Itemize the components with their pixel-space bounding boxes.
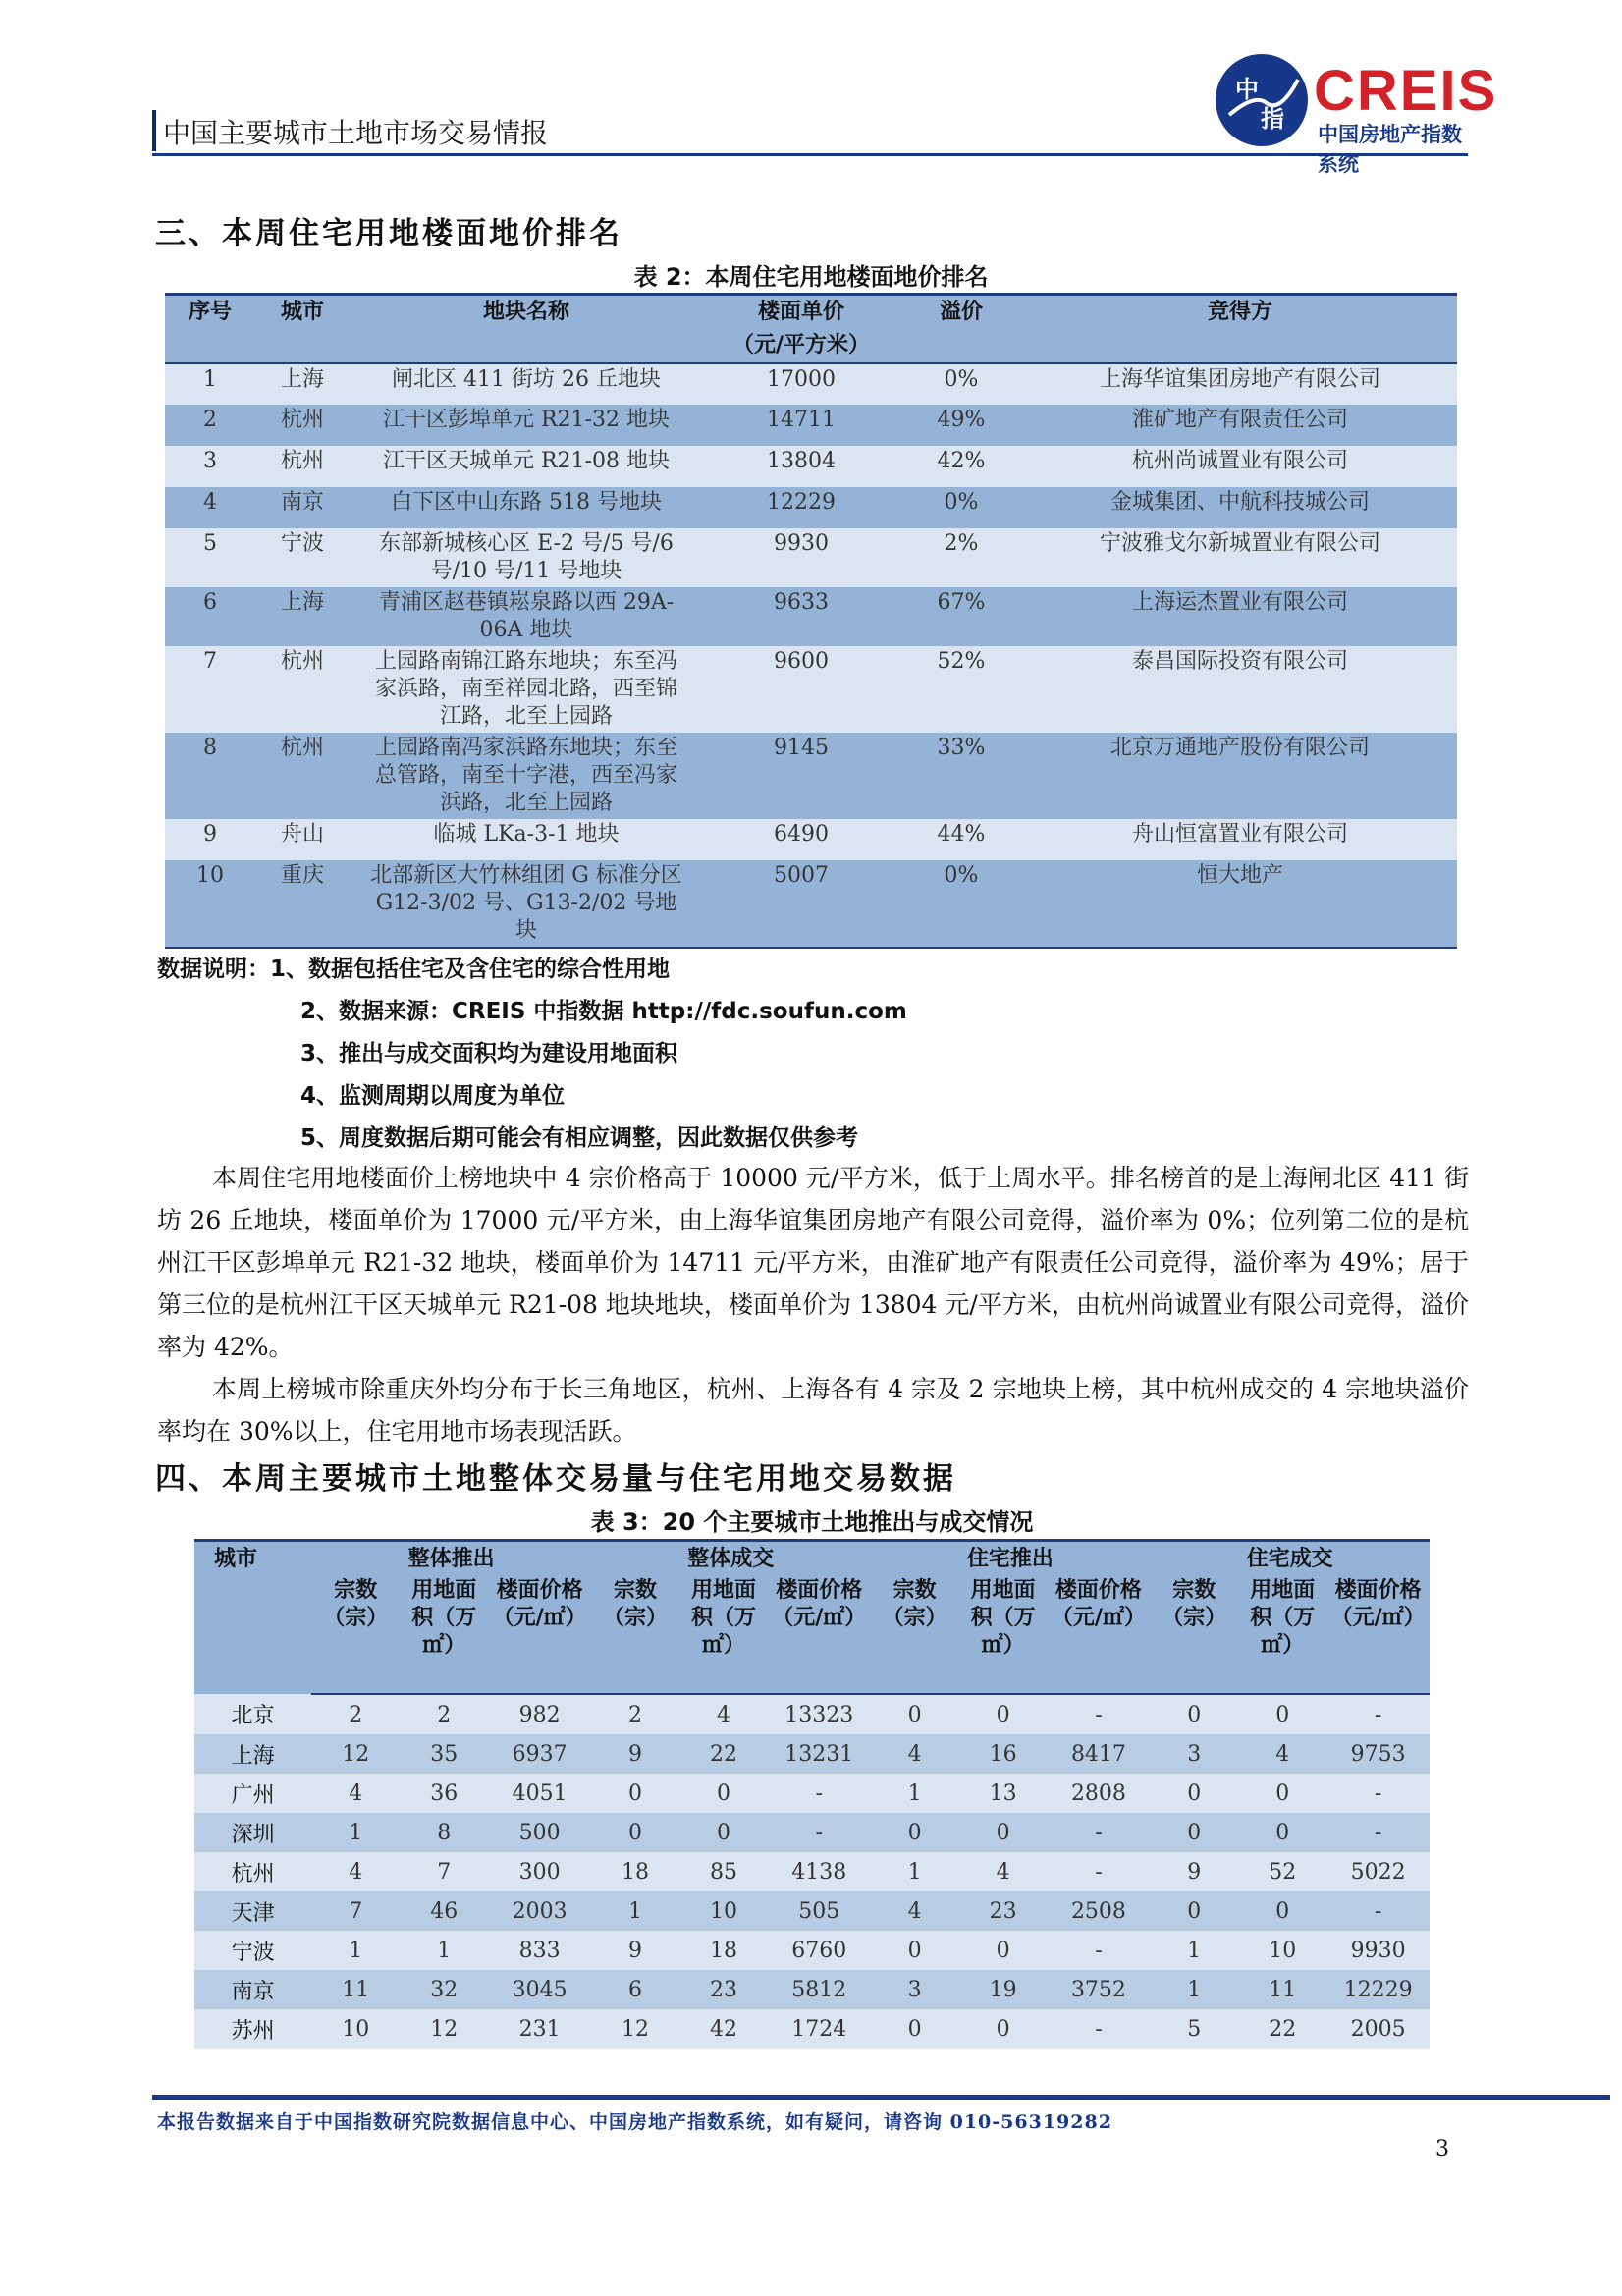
cell-value: - bbox=[768, 1774, 871, 1813]
cell-value: - bbox=[1326, 1891, 1430, 1931]
cell-price: 13804 bbox=[703, 446, 899, 487]
cell-no: 6 bbox=[165, 587, 255, 646]
analysis-paragraph-1: 本周住宅用地楼面价上榜地块中 4 宗价格高于 10000 元/平方米，低于上周水平。排名榜首的是上海闸北区 411 街坊 26 丘地块，楼面单价为 17000 元/平方米，由上海华谊集团房地产有限公司竞得，溢价率为 0%；位列第二位的是杭州江干区彭埠单元 R21-32 地块，楼面单价为 14711 元/平方米，由淮矿地产有限责任公司竞得，溢价率为 49%；居于第三位的是杭州江干区天城单元 R21-08 地块地块，楼面单价为 13804 元/平方米，由杭州尚诚置业有限公司竞得，溢价率为 42%。 bbox=[157, 1164, 1469, 1361]
cell-name: 北部新区大竹林组团 G 标准分区 G12-3/02 号、G13-2/02 号地块 bbox=[350, 860, 703, 948]
cell-no: 3 bbox=[165, 446, 255, 487]
table-row bbox=[165, 363, 1457, 405]
cell-value: 6937 bbox=[488, 1734, 591, 1774]
cell-value: - bbox=[1326, 1774, 1430, 1813]
note-line: 4、监测周期以周度为单位 bbox=[300, 1083, 566, 1109]
cell-value: 4 bbox=[1238, 1734, 1326, 1774]
cell-value: 2808 bbox=[1048, 1774, 1151, 1813]
cell-value: 0 bbox=[959, 1694, 1048, 1734]
cell-city: 宁波 bbox=[194, 1931, 311, 1970]
cell-value: 6 bbox=[591, 1970, 679, 2009]
section-4-title: 四、本周主要城市土地整体交易量与住宅用地交易数据 bbox=[155, 1461, 956, 1497]
table-row bbox=[165, 646, 1457, 733]
table-row bbox=[165, 528, 1457, 587]
cell-no: 8 bbox=[165, 733, 255, 819]
cell-value: 22 bbox=[1238, 2009, 1326, 2049]
group-header-residential-supply: 住宅推出 bbox=[871, 1541, 1151, 1578]
cell-value: 0 bbox=[1150, 1813, 1238, 1852]
cell-no: 9 bbox=[165, 819, 255, 860]
group-header-residential-deal: 住宅成交 bbox=[1150, 1541, 1430, 1578]
col-header-no: 序号 bbox=[165, 295, 255, 364]
cell-value: 2 bbox=[311, 1694, 400, 1734]
cell-value: 42 bbox=[679, 2009, 768, 2049]
table-row bbox=[194, 1813, 1430, 1852]
cell-value: - bbox=[768, 1813, 871, 1852]
cell-value: 52 bbox=[1238, 1852, 1326, 1891]
cell-city: 苏州 bbox=[194, 2009, 311, 2049]
cell-value: 2 bbox=[400, 1694, 488, 1734]
cell-value: 4 bbox=[679, 1694, 768, 1734]
table-row bbox=[194, 1774, 1430, 1813]
city-land-supply-table bbox=[194, 1539, 1430, 2049]
document-title: 中国主要城市土地市场交易情报 bbox=[163, 117, 549, 149]
cell-value: 0 bbox=[871, 2009, 959, 2049]
cell-value: 2003 bbox=[488, 1891, 591, 1931]
col-header-premium: 溢价 bbox=[899, 295, 1023, 364]
cell-premium: 42% bbox=[899, 446, 1023, 487]
note-line: 3、推出与成交面积均为建设用地面积 bbox=[300, 1041, 678, 1066]
cell-premium: 0% bbox=[899, 860, 1023, 948]
col-subheader: 楼面价格（元/㎡） bbox=[1326, 1577, 1430, 1694]
table-subheader-row bbox=[194, 1577, 1430, 1694]
cell-winner: 上海华谊集团房地产有限公司 bbox=[1023, 363, 1457, 405]
cell-value: 23 bbox=[959, 1891, 1048, 1931]
cell-name: 江干区彭埠单元 R21-32 地块 bbox=[350, 405, 703, 446]
cell-premium: 33% bbox=[899, 733, 1023, 819]
table-row bbox=[165, 587, 1457, 646]
cell-value: 4 bbox=[871, 1734, 959, 1774]
cell-value: 500 bbox=[488, 1813, 591, 1852]
cell-name: 临城 LKa-3-1 地块 bbox=[350, 819, 703, 860]
col-header-city: 城市 bbox=[194, 1541, 311, 1695]
cell-value: 0 bbox=[959, 2009, 1048, 2049]
cell-value: 231 bbox=[488, 2009, 591, 2049]
cell-value: 300 bbox=[488, 1852, 591, 1891]
cell-premium: 52% bbox=[899, 646, 1023, 733]
col-subheader: 宗数（宗） bbox=[591, 1577, 679, 1694]
cell-value: 4 bbox=[871, 1891, 959, 1931]
table-row bbox=[194, 1734, 1430, 1774]
cell-price: 6490 bbox=[703, 819, 899, 860]
cell-value: 8 bbox=[400, 1813, 488, 1852]
cell-value: 3045 bbox=[488, 1970, 591, 2009]
cell-value: 1 bbox=[1150, 1931, 1238, 1970]
col-header-winner: 竞得方 bbox=[1023, 295, 1457, 364]
cell-value: 2508 bbox=[1048, 1891, 1151, 1931]
cell-value: 12 bbox=[311, 1734, 400, 1774]
group-header-total-supply: 整体推出 bbox=[311, 1541, 591, 1578]
land-price-ranking-table bbox=[165, 293, 1457, 949]
price-header-unit: （元/平方米） bbox=[731, 333, 871, 357]
cell-value: 0 bbox=[591, 1813, 679, 1852]
cell-value: - bbox=[1326, 1694, 1430, 1734]
table-row bbox=[165, 487, 1457, 528]
cell-value: 1 bbox=[400, 1931, 488, 1970]
cell-premium: 49% bbox=[899, 405, 1023, 446]
logo-subtitle: 中国房地产指数系统 bbox=[1318, 123, 1462, 176]
cell-no: 2 bbox=[165, 405, 255, 446]
cell-price: 9930 bbox=[703, 528, 899, 587]
cell-value: 10 bbox=[1238, 1931, 1326, 1970]
cell-value: 35 bbox=[400, 1734, 488, 1774]
cell-value: 1724 bbox=[768, 2009, 871, 2049]
cell-value: - bbox=[1048, 2009, 1151, 2049]
data-notes bbox=[157, 949, 907, 1160]
cell-value: - bbox=[1048, 1852, 1151, 1891]
logo-swoosh-icon bbox=[1216, 54, 1308, 146]
cell-value: 1 bbox=[311, 1813, 400, 1852]
cell-value: 3 bbox=[1150, 1734, 1238, 1774]
cell-winner: 金城集团、中航科技城公司 bbox=[1023, 487, 1457, 528]
cell-city: 上海 bbox=[255, 587, 350, 646]
cell-value: 46 bbox=[400, 1891, 488, 1931]
cell-value: 10 bbox=[679, 1891, 768, 1931]
header-accent-bar bbox=[152, 110, 156, 151]
cell-no: 10 bbox=[165, 860, 255, 948]
col-subheader: 用地面积（万㎡） bbox=[400, 1577, 488, 1694]
note-line: 2、数据来源：CREIS 中指数据 http://fdc.soufun.com bbox=[300, 999, 907, 1024]
cell-value: 3 bbox=[871, 1970, 959, 2009]
cell-city: 上海 bbox=[194, 1734, 311, 1774]
cell-price: 12229 bbox=[703, 487, 899, 528]
cell-price: 9633 bbox=[703, 587, 899, 646]
cell-value: 833 bbox=[488, 1931, 591, 1970]
note-line: 5、周度数据后期可能会有相应调整，因此数据仅供参考 bbox=[300, 1125, 859, 1151]
cell-value: 4 bbox=[959, 1852, 1048, 1891]
cell-winner: 杭州尚诚置业有限公司 bbox=[1023, 446, 1457, 487]
table-row bbox=[165, 819, 1457, 860]
cell-name: 闸北区 411 街坊 26 丘地块 bbox=[350, 363, 703, 405]
cell-value: 0 bbox=[1238, 1891, 1326, 1931]
table-2-caption: 表 2：本周住宅用地楼面地价排名 bbox=[633, 263, 989, 291]
cell-city: 杭州 bbox=[194, 1852, 311, 1891]
cell-price: 5007 bbox=[703, 860, 899, 948]
table-row bbox=[165, 405, 1457, 446]
col-subheader: 楼面价格（元/㎡） bbox=[768, 1577, 871, 1694]
cell-value: 13 bbox=[959, 1774, 1048, 1813]
cell-value: 85 bbox=[679, 1852, 768, 1891]
note-line: 数据说明：1、数据包括住宅及含住宅的综合性用地 bbox=[157, 957, 671, 982]
cell-price: 14711 bbox=[703, 405, 899, 446]
cell-value: 0 bbox=[1238, 1694, 1326, 1734]
cell-city: 杭州 bbox=[255, 446, 350, 487]
cell-value: 12229 bbox=[1326, 1970, 1430, 2009]
cell-value: 13323 bbox=[768, 1694, 871, 1734]
table-row bbox=[194, 1891, 1430, 1931]
cell-premium: 2% bbox=[899, 528, 1023, 587]
cell-no: 4 bbox=[165, 487, 255, 528]
cell-value: 7 bbox=[400, 1852, 488, 1891]
analysis-paragraphs bbox=[157, 1157, 1469, 1452]
cell-value: 0 bbox=[1238, 1774, 1326, 1813]
cell-value: 9 bbox=[591, 1931, 679, 1970]
cell-name: 青浦区赵巷镇崧泉路以西 29A-06A 地块 bbox=[350, 587, 703, 646]
cell-value: - bbox=[1048, 1931, 1151, 1970]
cell-city: 舟山 bbox=[255, 819, 350, 860]
cell-city: 南京 bbox=[194, 1970, 311, 2009]
cell-value: 5 bbox=[1150, 2009, 1238, 2049]
col-header-city: 城市 bbox=[255, 295, 350, 364]
col-header-price bbox=[703, 295, 899, 364]
table-row bbox=[194, 1931, 1430, 1970]
logo-glyph: 中 bbox=[1235, 76, 1259, 103]
cell-value: - bbox=[1048, 1813, 1151, 1852]
table-row bbox=[165, 733, 1457, 819]
cell-value: 5022 bbox=[1326, 1852, 1430, 1891]
col-subheader: 宗数（宗） bbox=[871, 1577, 959, 1694]
cell-value: - bbox=[1048, 1694, 1151, 1734]
cell-value: 4 bbox=[311, 1774, 400, 1813]
cell-value: 4 bbox=[311, 1852, 400, 1891]
cell-city: 杭州 bbox=[255, 733, 350, 819]
section-3-title: 三、本周住宅用地楼面地价排名 bbox=[155, 216, 622, 251]
col-subheader: 用地面积（万㎡） bbox=[959, 1577, 1048, 1694]
cell-name: 上园路南冯家浜路东地块；东至总管路，南至十字港，西至冯家浜路，北至上园路 bbox=[350, 733, 703, 819]
cell-value: 1 bbox=[871, 1774, 959, 1813]
table-row bbox=[194, 1694, 1430, 1734]
cell-value: 10 bbox=[311, 2009, 400, 2049]
cell-name: 东部新城核心区 E-2 号/5 号/6 号/10 号/11 号地块 bbox=[350, 528, 703, 587]
group-header-total-deal: 整体成交 bbox=[591, 1541, 871, 1578]
cell-value: 0 bbox=[959, 1813, 1048, 1852]
cell-value: 12 bbox=[400, 2009, 488, 2049]
col-header-plot: 地块名称 bbox=[350, 295, 703, 364]
footer-source-note: 本报告数据来自于中国指数研究院数据信息中心、中国房地产指数系统，如有疑问，请咨询 010-56319282 bbox=[157, 2111, 1112, 2133]
cell-value: 0 bbox=[679, 1813, 768, 1852]
cell-city: 上海 bbox=[255, 363, 350, 405]
cell-premium: 44% bbox=[899, 819, 1023, 860]
cell-winner: 舟山恒富置业有限公司 bbox=[1023, 819, 1457, 860]
col-subheader: 宗数（宗） bbox=[311, 1577, 400, 1694]
cell-value: 13231 bbox=[768, 1734, 871, 1774]
col-subheader: 用地面积（万㎡） bbox=[679, 1577, 768, 1694]
cell-no: 1 bbox=[165, 363, 255, 405]
cell-value: 12 bbox=[591, 2009, 679, 2049]
cell-value: 0 bbox=[871, 1813, 959, 1852]
cell-name: 上园路南锦江路东地块；东至冯家浜路，南至祥园北路，西至锦江路，北至上园路 bbox=[350, 646, 703, 733]
cell-no: 7 bbox=[165, 646, 255, 733]
cell-value: 8417 bbox=[1048, 1734, 1151, 1774]
cell-value: 505 bbox=[768, 1891, 871, 1931]
cell-winner: 宁波雅戈尔新城置业有限公司 bbox=[1023, 528, 1457, 587]
cell-value: 1 bbox=[1150, 1970, 1238, 2009]
cell-value: 0 bbox=[1150, 1774, 1238, 1813]
cell-value: 11 bbox=[1238, 1970, 1326, 2009]
cell-value: 0 bbox=[1150, 1694, 1238, 1734]
logo-wordmark: CREIS bbox=[1314, 59, 1498, 123]
creis-logo bbox=[1216, 54, 1498, 176]
cell-value: 7 bbox=[311, 1891, 400, 1931]
cell-value: 982 bbox=[488, 1694, 591, 1734]
logo-glyph: 指 bbox=[1261, 105, 1284, 133]
table-row bbox=[194, 1970, 1430, 2009]
logo-emblem-icon bbox=[1216, 54, 1308, 146]
cell-city: 天津 bbox=[194, 1891, 311, 1931]
cell-city: 北京 bbox=[194, 1694, 311, 1734]
cell-city: 重庆 bbox=[255, 860, 350, 948]
cell-value: 3752 bbox=[1048, 1970, 1151, 2009]
table-row bbox=[194, 1852, 1430, 1891]
cell-value: 0 bbox=[871, 1694, 959, 1734]
cell-value: 0 bbox=[1238, 1813, 1326, 1852]
cell-value: 0 bbox=[679, 1774, 768, 1813]
cell-premium: 0% bbox=[899, 363, 1023, 405]
cell-value: 0 bbox=[591, 1774, 679, 1813]
cell-value: 0 bbox=[871, 1931, 959, 1970]
cell-value: 11 bbox=[311, 1970, 400, 2009]
cell-value: 22 bbox=[679, 1734, 768, 1774]
price-header-line1: 楼面单价 bbox=[757, 300, 844, 324]
cell-winner: 泰昌国际投资有限公司 bbox=[1023, 646, 1457, 733]
cell-winner: 恒大地产 bbox=[1023, 860, 1457, 948]
cell-value: 6760 bbox=[768, 1931, 871, 1970]
cell-value: 2005 bbox=[1326, 2009, 1430, 2049]
cell-value: 4051 bbox=[488, 1774, 591, 1813]
cell-value: 0 bbox=[1150, 1891, 1238, 1931]
cell-city: 广州 bbox=[194, 1774, 311, 1813]
cell-city: 杭州 bbox=[255, 405, 350, 446]
col-subheader: 楼面价格（元/㎡） bbox=[1048, 1577, 1151, 1694]
cell-value: 1 bbox=[311, 1931, 400, 1970]
cell-price: 17000 bbox=[703, 363, 899, 405]
cell-name: 白下区中山东路 518 号地块 bbox=[350, 487, 703, 528]
cell-value: 23 bbox=[679, 1970, 768, 2009]
table-header-row bbox=[165, 295, 1457, 364]
analysis-paragraph-2: 本周上榜城市除重庆外均分布于长三角地区，杭州、上海各有 4 宗及 2 宗地块上榜，其中杭州成交的 4 宗地块溢价率均在 30%以上，住宅用地市场表现活跃。 bbox=[157, 1375, 1469, 1446]
col-subheader: 用地面积（万㎡） bbox=[1238, 1577, 1326, 1694]
cell-value: 9930 bbox=[1326, 1931, 1430, 1970]
cell-value: 36 bbox=[400, 1774, 488, 1813]
cell-city: 南京 bbox=[255, 487, 350, 528]
cell-price: 9600 bbox=[703, 646, 899, 733]
cell-premium: 67% bbox=[899, 587, 1023, 646]
cell-premium: 0% bbox=[899, 487, 1023, 528]
cell-no: 5 bbox=[165, 528, 255, 587]
cell-value: 18 bbox=[679, 1931, 768, 1970]
cell-value: 9 bbox=[1150, 1852, 1238, 1891]
cell-value: 18 bbox=[591, 1852, 679, 1891]
cell-value: 5812 bbox=[768, 1970, 871, 2009]
table-3-caption: 表 3：20 个主要城市土地推出与成交情况 bbox=[590, 1508, 1034, 1536]
table-row bbox=[194, 2009, 1430, 2049]
page-number: 3 bbox=[1435, 2137, 1449, 2161]
footer-rule bbox=[152, 2095, 1610, 2100]
cell-value: 9 bbox=[591, 1734, 679, 1774]
table-row bbox=[165, 860, 1457, 948]
cell-value: 16 bbox=[959, 1734, 1048, 1774]
cell-winner: 北京万通地产股份有限公司 bbox=[1023, 733, 1457, 819]
cell-value: 32 bbox=[400, 1970, 488, 2009]
cell-city: 深圳 bbox=[194, 1813, 311, 1852]
cell-winner: 上海运杰置业有限公司 bbox=[1023, 587, 1457, 646]
cell-winner: 淮矿地产有限责任公司 bbox=[1023, 405, 1457, 446]
table-group-header-row bbox=[194, 1541, 1430, 1578]
cell-value: 19 bbox=[959, 1970, 1048, 2009]
cell-value: 1 bbox=[591, 1891, 679, 1931]
cell-value: 4138 bbox=[768, 1852, 871, 1891]
col-subheader: 宗数（宗） bbox=[1150, 1577, 1238, 1694]
cell-price: 9145 bbox=[703, 733, 899, 819]
col-subheader: 楼面价格（元/㎡） bbox=[488, 1577, 591, 1694]
cell-city: 杭州 bbox=[255, 646, 350, 733]
cell-value: - bbox=[1326, 1813, 1430, 1852]
header-rule bbox=[152, 153, 1468, 156]
cell-city: 宁波 bbox=[255, 528, 350, 587]
cell-value: 0 bbox=[959, 1931, 1048, 1970]
cell-name: 江干区天城单元 R21-08 地块 bbox=[350, 446, 703, 487]
table-row bbox=[165, 446, 1457, 487]
cell-value: 2 bbox=[591, 1694, 679, 1734]
cell-value: 1 bbox=[871, 1852, 959, 1891]
cell-value: 9753 bbox=[1326, 1734, 1430, 1774]
